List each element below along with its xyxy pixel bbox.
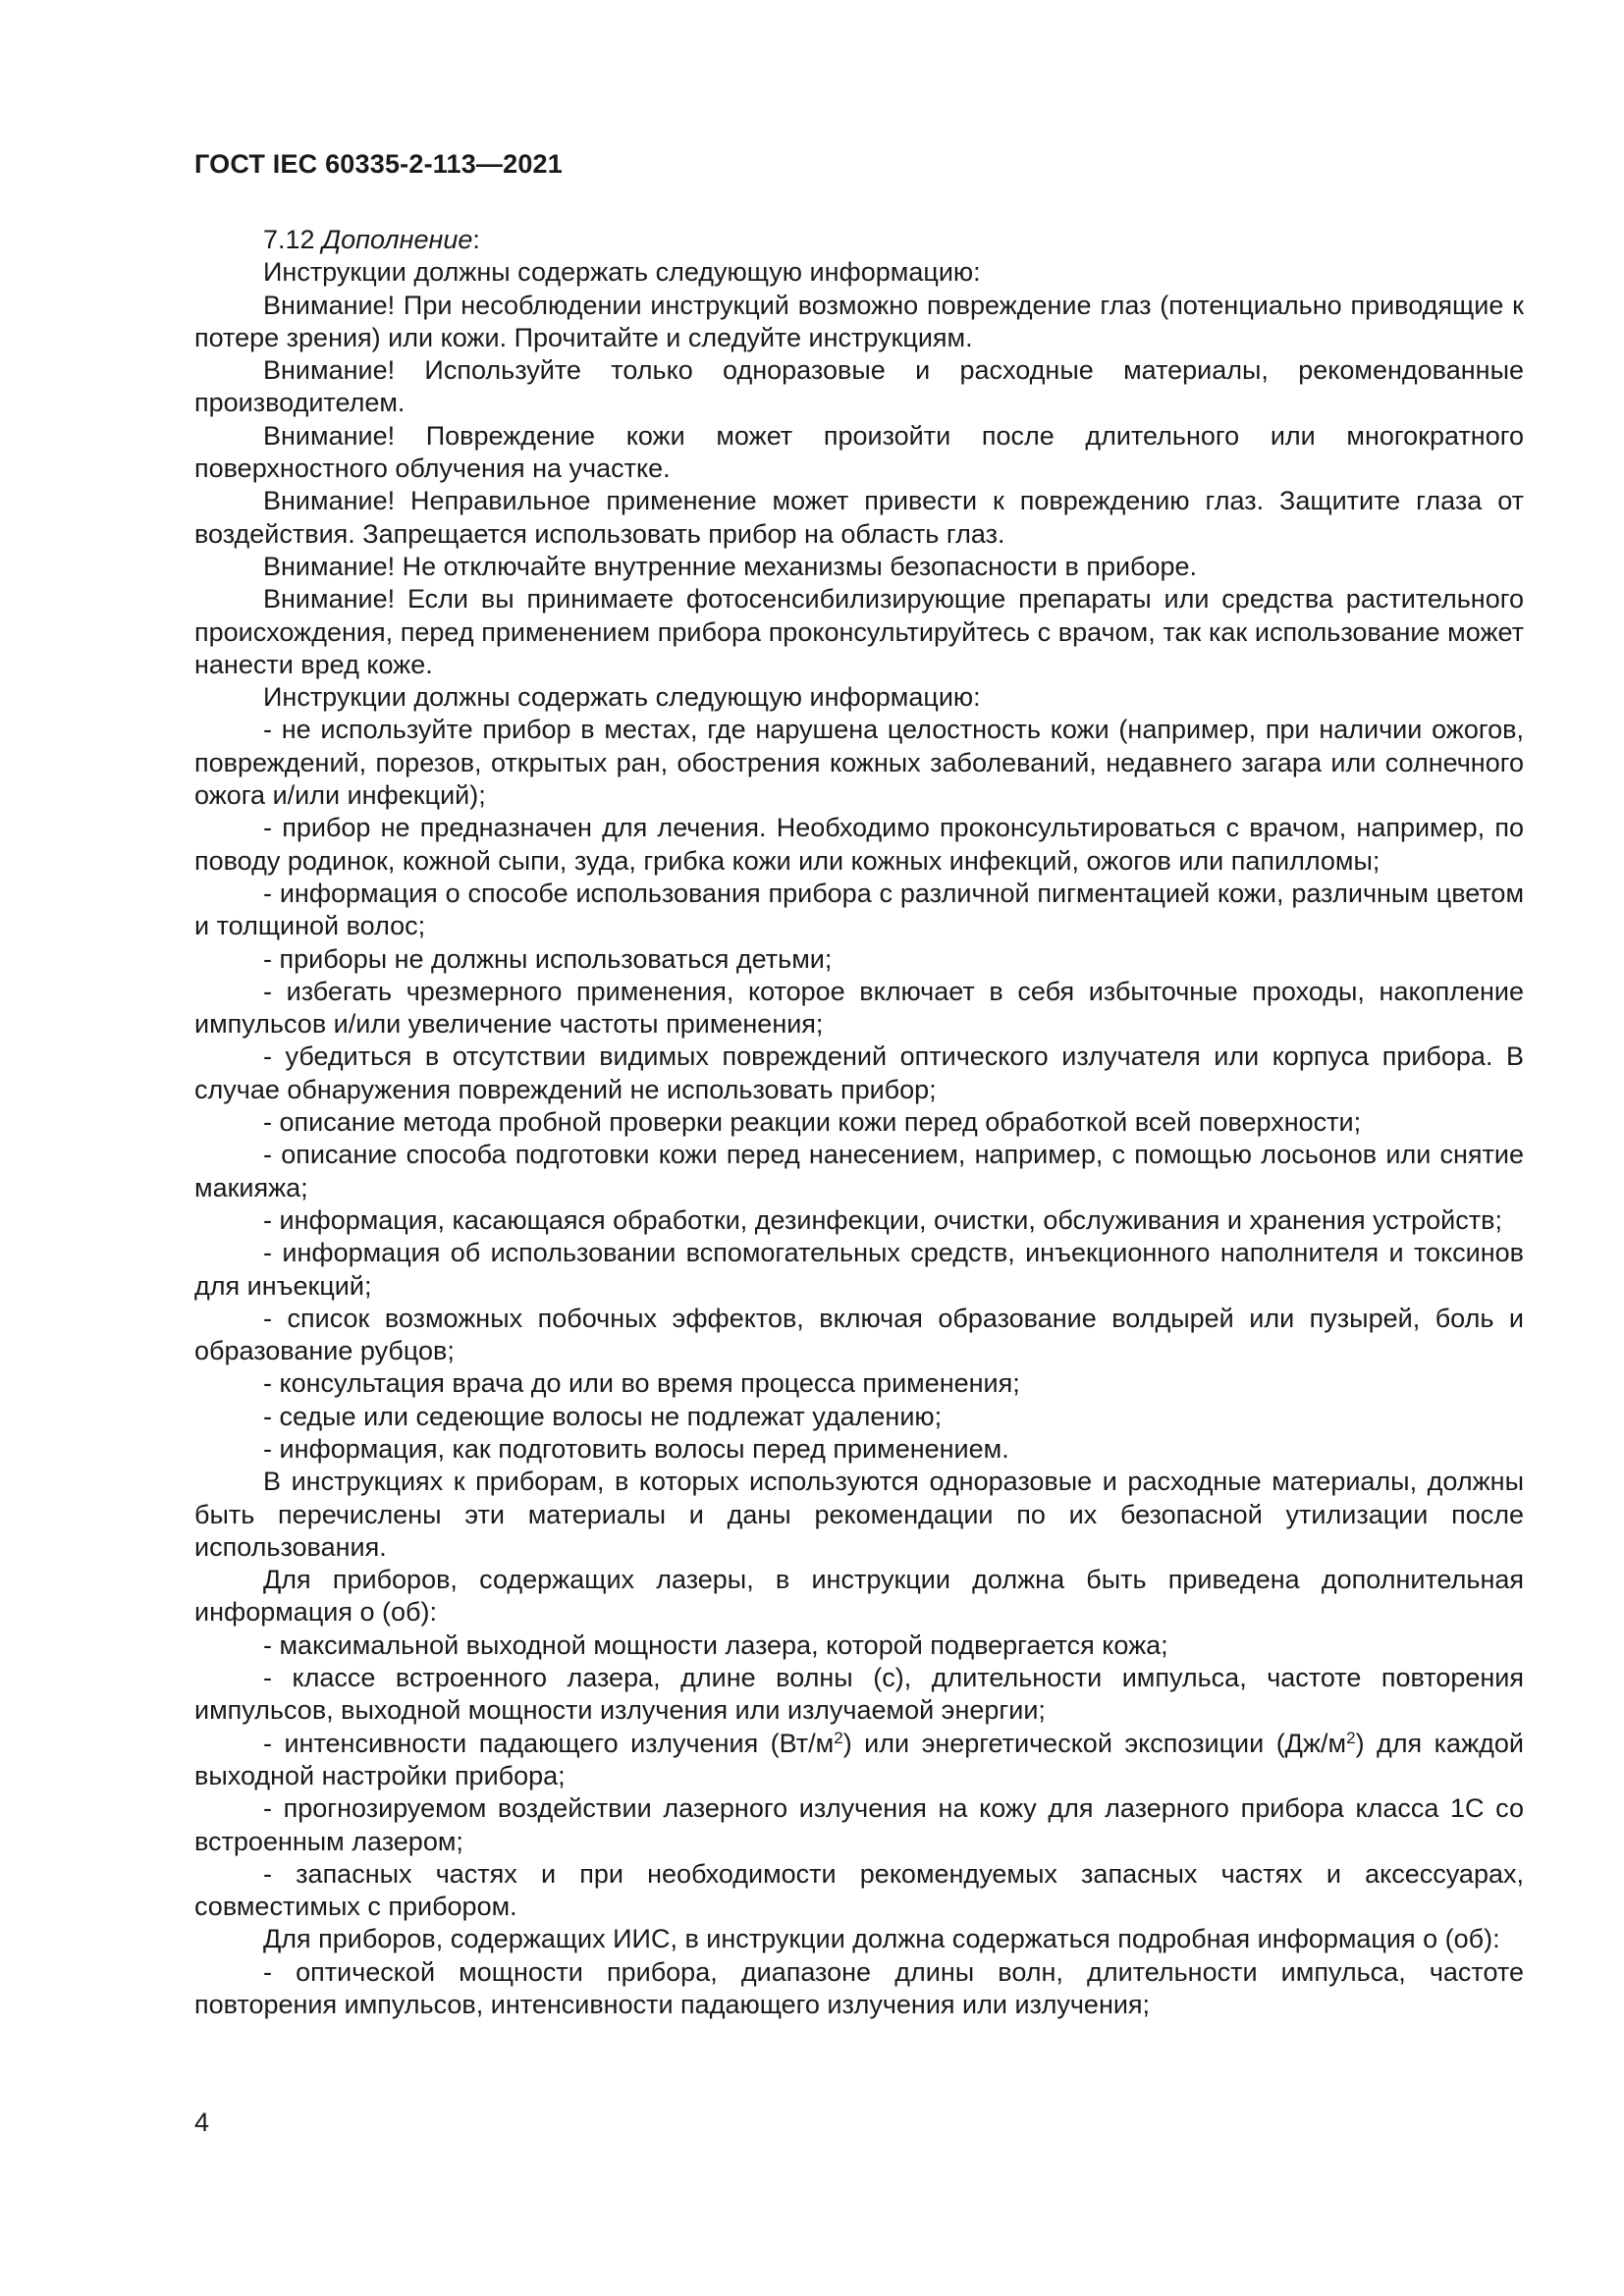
paragraph: - не используйте прибор в местах, где нарушена целостность кожи (например, при наличии ожогов, повреждений, порезов, открытых ран, обострения кожных заболеваний, недавнего загара или солнечного ожога и/или инфекций); — [194, 715, 1524, 811]
paragraph: Внимание! Используйте только одноразовые и расходные материалы, рекомендованные производителем. — [194, 355, 1524, 418]
section-number: 7.12 — [263, 225, 315, 254]
paragraph-list — [194, 256, 1524, 1727]
paragraph: - запасных частях и при необходимости рекомендуемых запасных частях и аксессуарах, совместимых с прибором. — [194, 1858, 1524, 1922]
paragraph: - оптической мощности прибора, диапазоне длины волн, длительности импульса, частоте повторения импульсов, интенсивности падающего излучения или излучения; — [194, 1956, 1524, 2020]
paragraph: Для приборов, содержащих ИИС, в инструкции должна содержаться подробная информация о (об): — [263, 1924, 1500, 1954]
paragraph: - прогнозируемом воздействии лазерного излучения на кожу для лазерного прибора класса 1С со встроенным лазером; — [194, 1793, 1524, 1856]
paragraph: - классе встроенного лазера, длине волны (с), длительности импульса, частоте повторения импульсов, выходной мощности излучения или излучаемой энергии; — [194, 1663, 1524, 1726]
page-number: 4 — [194, 2108, 210, 2137]
paragraph: - описание метода пробной проверки реакции кожи перед обработкой всей поверхности; — [263, 1107, 1362, 1138]
document-body — [194, 224, 1524, 2021]
paragraph: - информация, касающаяся обработки, дезинфекции, очистки, обслуживания и хранения устройств; — [263, 1204, 1502, 1235]
paragraph: - убедиться в отсутствии видимых повреждений оптического излучателя или корпуса прибора. В случае обнаружения повреждений не использовать прибор; — [194, 1041, 1524, 1104]
paragraph: - прибор не предназначен для лечения. Необходимо проконсультироваться с врачом, например, по поводу родинок, кожной сыпи, зуда, грибка кожи или кожных инфекций, ожогов или папилломы; — [194, 813, 1524, 876]
paragraph: Инструкции должны содержать следующую информацию: — [263, 682, 981, 713]
paragraph-irradiance: - интенсивности падающего излучения $(Вт/м^2)$ или энергетической экспозиции $(Дж/м^2)$ для каждой выходной настройки прибора; — [194, 1728, 1524, 1790]
paragraph: - информация об использовании вспомогательных средств, инъекционного наполнителя и токсинов для инъекций; — [194, 1238, 1524, 1301]
paragraph: Внимание! Неправильное применение может привести к повреждению глаз. Защитите глаза от воздействия. Запрещается использовать прибор на область глаз. — [194, 486, 1524, 549]
superscript: 2 — [834, 1728, 843, 1747]
paragraph: - седые или седеющие волосы не подлежат удалению; — [263, 1401, 943, 1431]
paragraph: - информация, как подготовить волосы перед применением. — [263, 1433, 1009, 1464]
paragraph: - описание способа подготовки кожи перед нанесением, например, с помощью лосьонов или снятие макияжа; — [194, 1140, 1524, 1202]
paragraph: - приборы не должны использоваться детьми; — [263, 943, 833, 974]
paragraph: - информация о способе использования прибора с различной пигментацией кожи, различным цветом и толщиной волос; — [194, 878, 1524, 941]
paragraph: - избегать чрезмерного применения, которое включает в себя избыточные проходы, накопление импульсов и/или увеличение частоты применения; — [194, 976, 1524, 1040]
document-header: ГОСТ IEC 60335-2-113—2021 — [194, 149, 563, 179]
superscript: 2 — [1346, 1728, 1356, 1747]
paragraph: Внимание! Повреждение кожи может произойти после длительного или многократного поверхностного облучения на участке. — [194, 420, 1524, 484]
paragraph: Внимание! Не отключайте внутренние механизмы безопасности в приборе. — [263, 551, 1198, 581]
paragraph: В инструкциях к приборам, в которых используются одноразовые и расходные материалы, должны быть перечислены эти материалы и даны рекомендации по их безопасной утилизации после использования. — [194, 1467, 1524, 1562]
paragraph: Для приборов, содержащих лазеры, в инструкции должна быть приведена дополнительная информация о (об): — [194, 1565, 1524, 1628]
paragraph: Внимание! Если вы принимаете фотосенсибилизирующие препараты или средства растительного происхождения, перед применением прибора проконсультируйтесь с врачом, так как использование может нанести вред коже. — [194, 584, 1524, 679]
paragraph: Внимание! При несоблюдении инструкций возможно повреждение глаз (потенциально приводящие к потере зрения) или кожи. Прочитайте и следуйте инструкциям. — [194, 290, 1524, 352]
paragraph-list — [194, 1792, 1524, 2021]
paragraph: - максимальной выходной мощности лазера, которой подвергается кожа; — [263, 1629, 1168, 1660]
section-heading: 7.12 Дополнение: — [263, 225, 480, 254]
section-title: Дополнение — [322, 225, 473, 254]
paragraph: Инструкции должны содержать следующую информацию: — [263, 257, 981, 288]
paragraph: - список возможных побочных эффектов, включая образование волдырей или пузырей, боль и образование рубцов; — [194, 1303, 1524, 1366]
paragraph: - консультация врача до или во время процесса применения; — [263, 1368, 1020, 1399]
